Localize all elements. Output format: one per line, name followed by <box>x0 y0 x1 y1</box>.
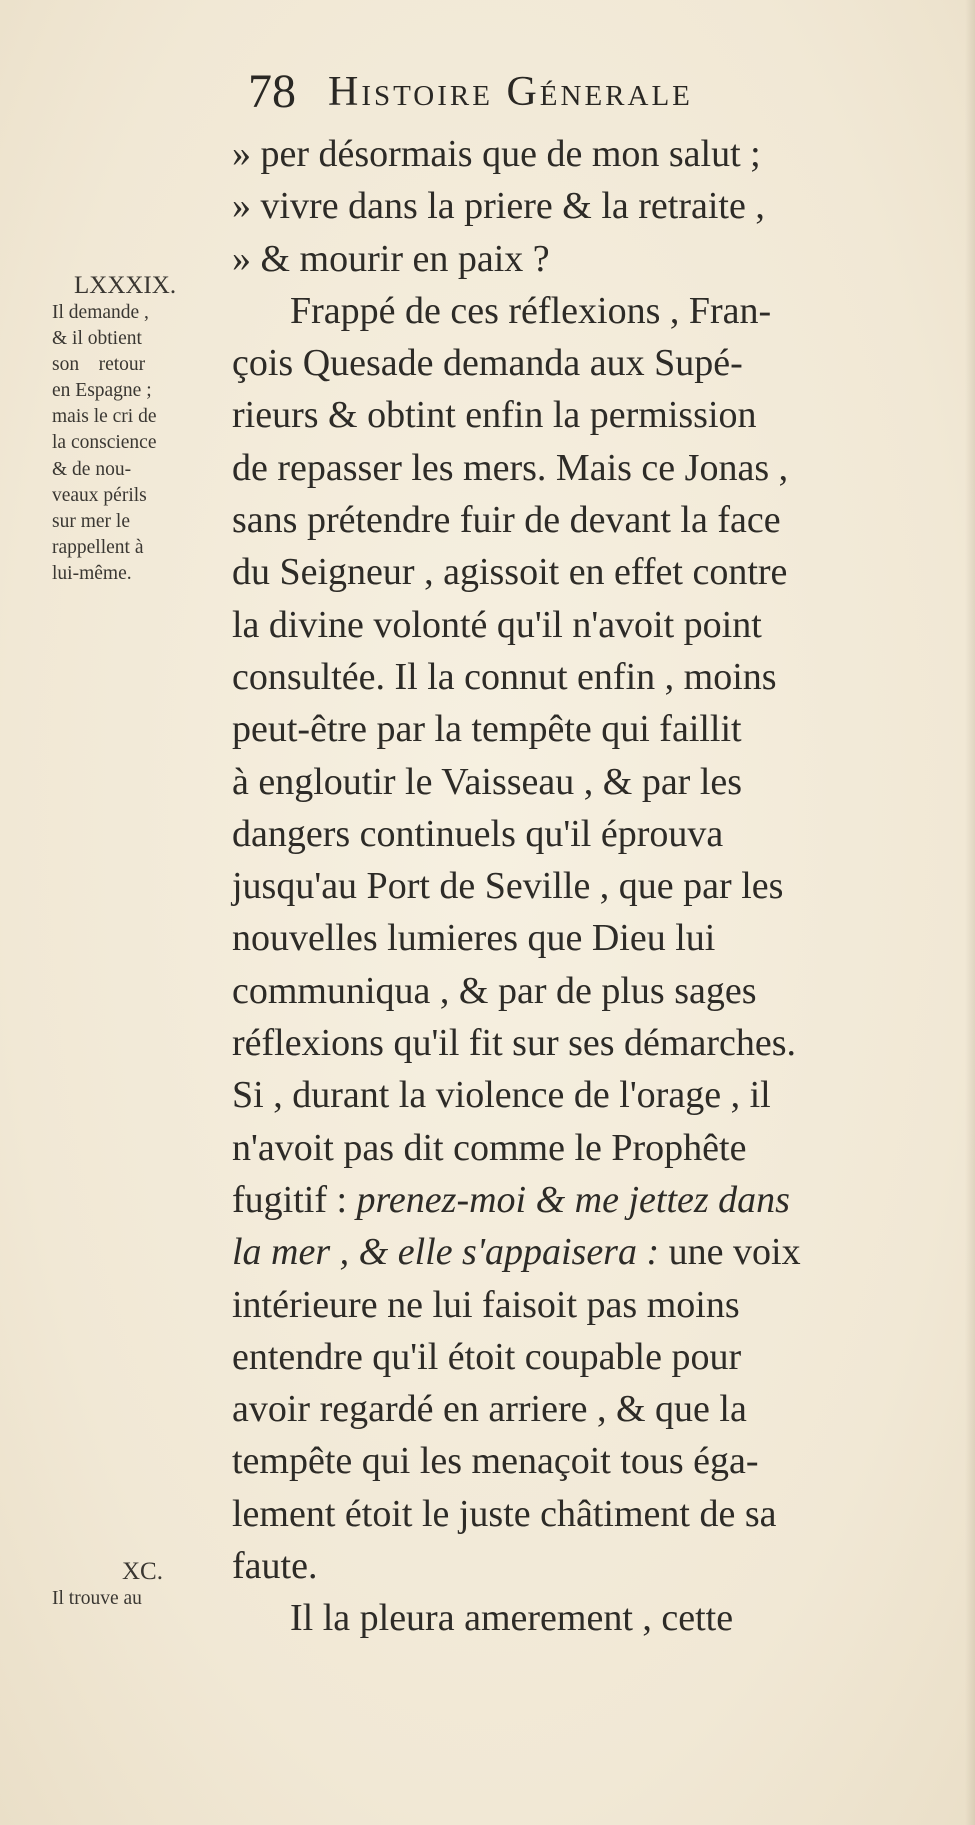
text-line: consultée. Il la connut enfin , moins <box>232 655 777 698</box>
marginal-note-heading: XC. <box>122 1558 163 1585</box>
text-line: faute. <box>232 1545 318 1588</box>
text-line: n'avoit pas dit comme le Prophête <box>232 1126 747 1169</box>
running-head <box>248 62 888 122</box>
page-edge-shadow <box>965 0 975 1825</box>
marginal-note-xc <box>52 1558 232 1612</box>
text-line: tempête qui les menaçoit tous éga- <box>232 1440 759 1483</box>
text-line: çois Quesade demanda aux Supé- <box>232 342 743 385</box>
text-line: entendre qu'il étoit coupable pour <box>232 1335 742 1378</box>
marginal-note-line: & il obtient <box>52 328 142 350</box>
text-line: rieurs & obtint enfin la permission <box>232 394 757 437</box>
marginal-note-line: la conscience <box>52 432 157 454</box>
marginal-note-line: & de nou- <box>52 458 132 480</box>
text-line: Si , durant la violence de l'orage , il <box>232 1074 771 1117</box>
text-line: Frappé de ces réflexions , Fran- <box>290 289 772 332</box>
text-line: communiqua , & par de plus sages <box>232 969 757 1012</box>
text-line: intérieure ne lui faisoit pas moins <box>232 1283 740 1326</box>
marginal-note-line: rappellent à <box>52 536 144 558</box>
text-line-with-quote <box>232 1174 932 1226</box>
text-line: » per désormais que de mon salut ; <box>232 133 761 175</box>
text-line: de repasser les mers. Mais ce Jonas , <box>232 446 789 489</box>
text-segment: fugitif : <box>232 1178 348 1221</box>
text-line: » vivre dans la priere & la retraite , <box>232 185 765 228</box>
text-line: du Seigneur , agissoit en effet contre <box>232 551 788 594</box>
text-line: » & mourir en paix ? <box>232 237 550 280</box>
running-title: Histoire Génerale <box>328 69 693 115</box>
body-text <box>232 128 932 1645</box>
marginal-note-heading: LXXXIX. <box>74 272 177 299</box>
text-line: lement étoit le juste châtiment de sa <box>232 1492 777 1535</box>
marginal-note-lxxxix <box>52 272 232 587</box>
text-line: peut-être par la tempête qui faillit <box>232 708 742 751</box>
marginal-note-line: Il trouve au <box>52 1588 142 1609</box>
text-line-with-quote <box>232 1226 932 1278</box>
marginal-note-line: Il demande , <box>52 302 149 323</box>
text-line: Il la pleura amerement , cette <box>290 1597 734 1640</box>
text-segment: une voix <box>668 1231 801 1274</box>
marginal-note-line: sur mer le <box>52 510 130 532</box>
text-line: la divine volonté qu'il n'avoit point <box>232 603 762 646</box>
text-line: à engloutir le Vaisseau , & par les <box>232 760 743 803</box>
marginal-note-line: veaux périls <box>52 484 147 506</box>
italic-quotation: la mer , & elle s'appaisera : <box>232 1231 660 1274</box>
marginal-note-line: en Espagne ; <box>52 380 152 402</box>
page-number: 78 <box>248 65 296 118</box>
text-line: avoir regardé en arriere , & que la <box>232 1388 747 1431</box>
italic-quotation: prenez-moi & me jettez dans <box>356 1178 790 1221</box>
marginal-note-line: lui-même. <box>52 562 132 584</box>
text-line: dangers continuels qu'il éprouva <box>232 812 724 855</box>
marginal-note-line: mais le cri de <box>52 406 157 428</box>
text-line: jusqu'au Port de Seville , que par les <box>232 865 784 908</box>
text-line: réflexions qu'il fit sur ses démarches. <box>232 1022 797 1065</box>
text-line: nouvelles lumieres que Dieu lui <box>232 917 716 960</box>
text-line: sans prétendre fuir de devant la face <box>232 499 781 542</box>
marginal-note-line: son retour <box>52 354 146 376</box>
